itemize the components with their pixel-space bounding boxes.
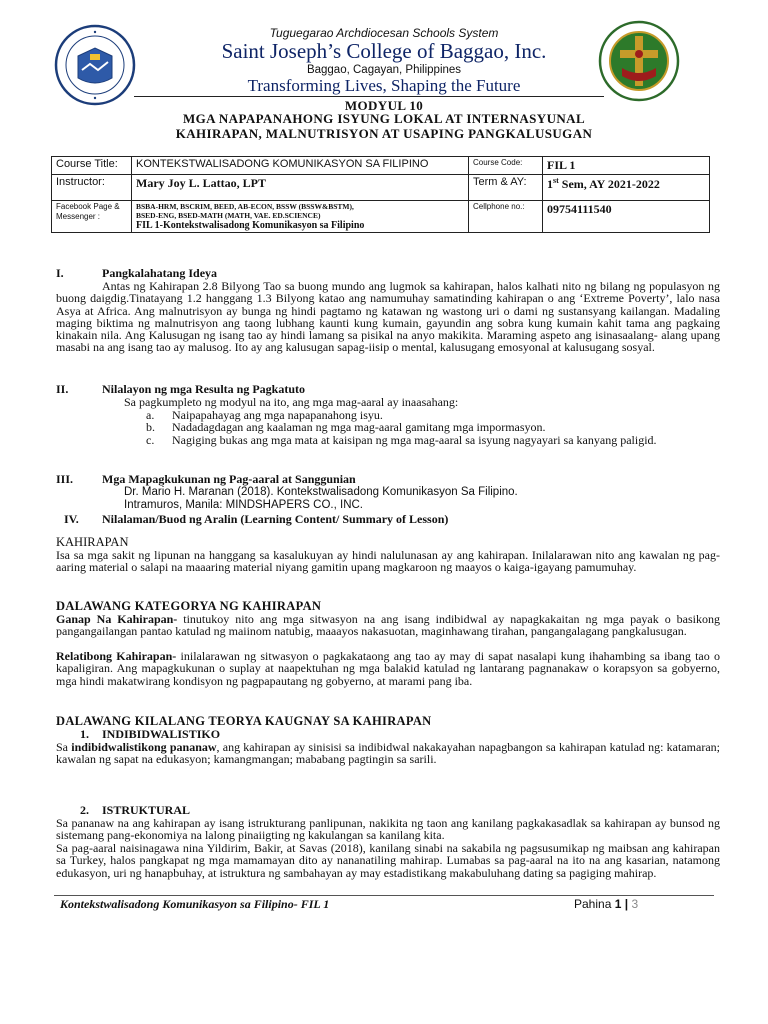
page-number: [574, 897, 638, 911]
course-info-table: [51, 156, 710, 233]
term-label: Term & AY:: [469, 175, 543, 201]
ganap-text: tinutukoy nito ang mga sitwasyon na ang isang indibidwal ay napagkakaitan ng mga payak o basikong pangangailangan pantao katulad ng maiinom natubig, maaayos nakasuotan, maginhawang tirahan, pangangalagang pangkalusugan.: [56, 612, 721, 639]
college-name: Saint Joseph’s College of Baggao, Inc.: [221, 39, 547, 63]
module-number: MODYUL 10: [344, 98, 424, 113]
footer-course-name: Kontekstwalisadong Komunikasyon sa Filipino- FIL 1: [60, 897, 330, 911]
relatibo-text: inilalarawan ng sitwasyon o pagkakataong ang tao ay may di sapat nasalapi kung ihahambing sa ibang tao o kapaligiran. Ang mapagkukunan o suplay at naapektuhan ng mga balakid katulad ng lantarang pagnanakaw o korapsyon sa gobyerno, mga hindi makatwirang kondisyon ng pagpapautang ng gobyerno, at marami pang iba.: [56, 649, 721, 688]
sub1-title: INDIBIDWALISTIKO: [102, 727, 221, 741]
college-address: Baggao, Cagayan, Philippines: [306, 64, 462, 76]
teorya-heading: DALAWANG KILALANG TEORYA KAUGNAY SA KAHIRAPAN: [56, 714, 432, 728]
para1-end: , ang kahirapan ay sinisisi sa indibidwal nakakayahan napagbangon sa kahirapan katulad ng: katamaran; kawalan ng sapat na edukasyon; kamangmangan; mababang pagtingin sa sarili.: [56, 740, 720, 767]
facebook-value: [132, 201, 469, 233]
term-value-rest: Sem, AY 2021-2022: [558, 177, 660, 191]
kahirapan-paragraph: Isa sa mga sakit ng lipunan na hanggang sa kasalukuyan ay hindi nalulunasan ay ang kahirapan. Inilalarawan nito ang kawalan ng pag-aaring material o salapi na maaaring material niyang gamitin upang magkaroon ng maayos o kaiga-igayang pamumuhay.: [56, 548, 720, 575]
indibidwalistiko-paragraph: [56, 741, 720, 766]
page-separator: |: [624, 897, 629, 911]
list-text: Naipapahayag ang mga napapanahong isyu.: [172, 408, 383, 422]
list-text: Nagiging bukas ang mga mata at kaisipan ng mga mag-aaral sa isyung nagyayari sa kanyang paligid.: [172, 432, 657, 447]
sub2-number: 2.: [80, 803, 89, 817]
istruktural-paragraph: Sa pananaw na ang kahirapan ay isang istrukturang panlipunan, nakikita ng taon ang kanilang pagkakasadlak sa kahirapan ay bunsod ng sistemang pang-ekonomiya na lalong pinaiigting ng kakulangan sa kanilang kita.: [56, 816, 720, 843]
section-4-title: Nilalaman/Buod ng Aralin (Learning Content/ Summary of Lesson): [102, 512, 449, 526]
relatibo-paragraph: [56, 650, 720, 687]
facebook-value-line3: FIL 1-Kontekstwalisadong Komunikasyon sa Filipino: [136, 220, 365, 231]
para1-bold: indibidwalistikong pananaw: [71, 740, 217, 754]
footer-rule: [54, 895, 714, 896]
relatibo-term: Relatibong Kahirapan-: [56, 649, 177, 663]
list-marker: c.: [146, 432, 155, 447]
page-label: Pahina: [574, 897, 612, 911]
term-value-num: 1: [547, 177, 553, 191]
table-row: [52, 157, 710, 175]
section-4-heading: [64, 512, 448, 527]
instructor-value: Mary Joy L. Lattao, LPT: [132, 175, 469, 201]
ganap-term: Ganap Na Kahirapan-: [56, 612, 178, 626]
college-motto: Transforming Lives, Shaping the Future: [247, 76, 521, 95]
section-1-paragraph: Antas ng Kahirapan 2.8 Bilyong Tao sa buong mundo ang lugmok sa kahirapan, halos kalhati nito ng bilang ng populasyon ng buong daigdig.Tinatayang 1.2 hanggang 1.3 Bilyong katao ang namumuhay samatinding kahirapan o ang ‘Extreme Poverty’, lalo nasa Asya at Africa. Ang malnutrisyon ay bunga ng hindi pagtamo ng katawan ng wastong uri o dami ng sustansyang kailangan. Madaling maging biktima ng malnutrisyon ang taong lubhang kaunti kung kumain, gayundin ang sobra kung kumain kahit tama ang pagkaing kinakain nila. Ang Kalusugan ng isang tao ay hindi lamang sa pisikal na anyo makikita. Maraming aspeto ang isinasaalang- alang upang masabi na ang isang tao ay malusog. Ito ay ang kalusugan sapag-iisip o mental, kalusugang emosyonal at kalusugang sosyal.: [56, 279, 720, 355]
list-item: [146, 421, 720, 433]
sub1-number: 1.: [80, 727, 89, 741]
instructor-label: Instructor:: [52, 175, 132, 201]
section-1-title: Pangkalahatang Ideya: [102, 266, 218, 280]
list-item: [146, 434, 720, 446]
section-4-number: IV.: [64, 512, 79, 526]
kahirapan-heading: KAHIRAPAN: [56, 535, 129, 549]
course-code-value: FIL 1: [543, 157, 710, 175]
section-1-number: I.: [56, 266, 64, 280]
list-text: Nadadagdagan ang kaalaman ng mga mag-aaral gamitang mga impormasyon.: [172, 420, 546, 435]
objectives-list: [146, 409, 720, 446]
facebook-value-line1: BSBA-HRM, BSCRIM, BEED, AB-ECON, BSSW (BSSW&BSTM),: [136, 202, 354, 211]
section-2-intro: Sa pagkumpleto ng modyul na ito, ang mga mag-aaral ay inaasahang:: [124, 395, 459, 409]
para1-start: Sa: [56, 740, 72, 754]
section-3-heading: [56, 472, 356, 487]
course-code-label: Course Code:: [469, 157, 543, 175]
pag-aaral-paragraph: Sa pag-aaral naisinagawa nina Yildirim, Bakir, at Savas (2018), kanilang sinabi na sakabila ng pagsusumikap ng maibsan ang kahirapan sa Turkey, halos pangkapat ng mga mamamayan dito ay nananatiling mahirap. Lumabas sa pag-aaral na ito na ang kasarian, natamong edukasyon, uri ng hanapbuhay, at istruktura ng sambahayan ay may estadistikang makabuluhang dating sa pagiging mahirap.: [56, 841, 720, 880]
cellphone-label: Cellphone no.:: [469, 201, 543, 233]
term-value-sup: st: [553, 176, 559, 185]
sub2-title: ISTRUKTURAL: [102, 803, 191, 817]
course-title-value: KONTEKSTWALISADONG KOMUNIKASYON SA FILIPINO: [132, 157, 469, 175]
section-2-number: II.: [56, 382, 69, 396]
list-marker: a.: [146, 408, 155, 422]
ganap-paragraph: [56, 613, 720, 638]
list-marker: b.: [146, 420, 155, 435]
section-3-number: III.: [56, 472, 74, 486]
cellphone-value: 09754111540: [543, 201, 710, 233]
facebook-value-line2: BSED-ENG, BSED-MATH (MATH, VAE. ED.SCIENCE): [136, 211, 321, 220]
header-rule: [134, 96, 604, 97]
reference-line2: Intramuros, Manila: MINDSHAPERS CO., INC.: [124, 499, 363, 511]
module-title-line1: MGA NAPAPANAHONG ISYUNG LOKAL AT INTERNASYUNAL: [182, 111, 586, 126]
reference-line1: Dr. Mario H. Maranan (2018). Kontekstwalisadong Komunikasyon Sa Filipino.: [124, 486, 518, 498]
module-title-line2: KAHIRAPAN, MALNUTRISYON AT USAPING PANGKALUSUGAN: [175, 126, 593, 141]
section-3-title: Mga Mapagkukunan ng Pag-aaral at Sanggunian: [102, 472, 356, 486]
term-value: [543, 175, 710, 201]
page-total: 3: [631, 897, 639, 911]
table-row: [52, 201, 710, 233]
table-row: [52, 175, 710, 201]
kategorya-heading: DALAWANG KATEGORYA NG KAHIRAPAN: [56, 599, 322, 613]
facebook-label: Facebook Page & Messenger :: [52, 201, 132, 233]
page-current: 1: [614, 897, 622, 911]
course-title-label: Course Title:: [52, 157, 132, 175]
section-2-title: Nilalayon ng mga Resulta ng Pagkatuto: [102, 382, 306, 396]
school-system-name: Tuguegarao Archdiocesan Schools System: [269, 26, 499, 40]
